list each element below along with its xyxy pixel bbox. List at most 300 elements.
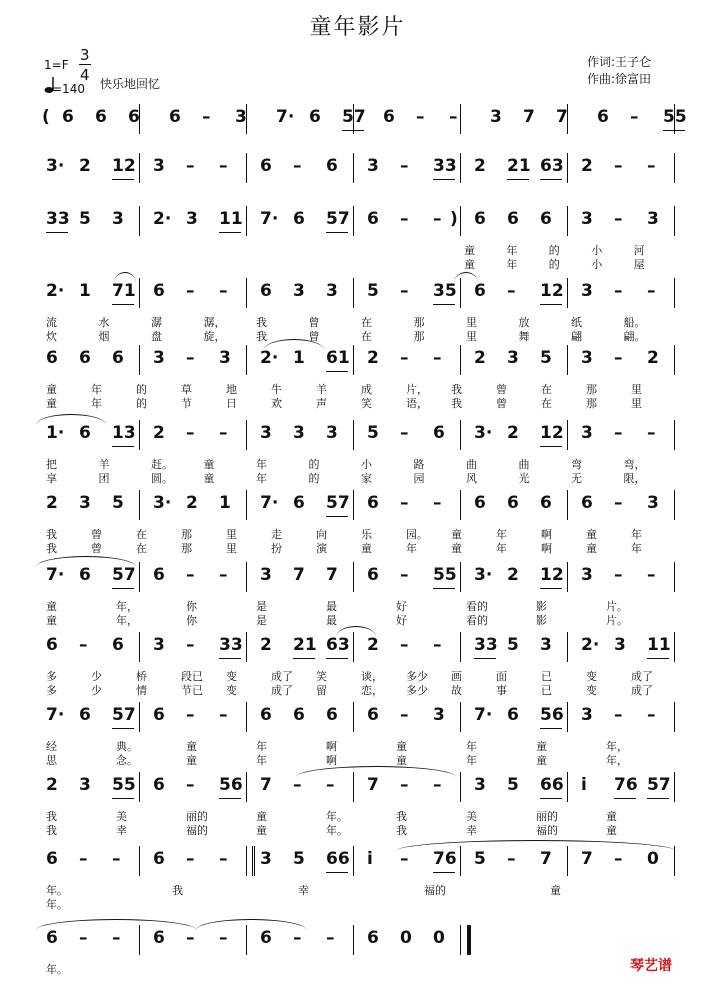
barline xyxy=(353,846,354,876)
note: 6 xyxy=(433,423,445,443)
lyric-word: 童 xyxy=(396,754,407,767)
note: – xyxy=(186,156,195,176)
lyric-word: 情 xyxy=(136,684,147,697)
note: 6 xyxy=(153,565,165,585)
lyric-word: 家 xyxy=(361,472,372,485)
note: 6 xyxy=(507,493,519,513)
note: 3 xyxy=(581,423,593,443)
lyric-word: 幸 xyxy=(116,824,127,837)
lyric-word: 童 xyxy=(46,600,57,613)
lyric-word: 啊 xyxy=(541,542,552,555)
note: 5 xyxy=(507,635,519,655)
lyric-word: 恋， xyxy=(361,684,383,697)
note: 2 xyxy=(474,156,486,176)
note: 3 xyxy=(219,348,231,368)
lyric-word: 多 xyxy=(46,670,57,683)
barline xyxy=(139,632,140,662)
note: 63 xyxy=(326,635,350,655)
note: – xyxy=(293,156,302,176)
lyric-word: 里 xyxy=(226,542,237,555)
note: – xyxy=(400,775,409,795)
barline xyxy=(674,153,675,183)
note: – xyxy=(219,281,228,301)
lyricist-credit: 作词:王子仑 xyxy=(587,55,652,69)
note: 3 xyxy=(79,775,91,795)
lyric-word: 光 xyxy=(518,472,530,485)
lyric-word: 故 xyxy=(451,684,462,697)
lyric-word: 船。 xyxy=(623,316,646,329)
barline xyxy=(460,632,461,662)
lyric-word: 年 xyxy=(496,528,507,541)
lyric-word: 曾 xyxy=(496,397,507,410)
note: 6 xyxy=(540,493,552,513)
note: – xyxy=(400,156,409,176)
lyric-word: 年 xyxy=(466,754,477,767)
score-row xyxy=(36,206,686,276)
lyric-word: 面 xyxy=(496,670,507,683)
note: – xyxy=(400,493,409,513)
lyric-word: 我 xyxy=(451,397,462,410)
lyric-word: 那 xyxy=(586,383,597,396)
note: – xyxy=(614,209,623,229)
barline xyxy=(674,278,675,308)
lyric-word: 笑 xyxy=(316,670,327,683)
lyric-word: 变 xyxy=(226,684,237,697)
beam-underline xyxy=(219,232,241,233)
note: 6 xyxy=(79,348,91,368)
note: – xyxy=(647,705,656,725)
note: – xyxy=(647,156,656,176)
note: 71 xyxy=(112,281,136,301)
lyric-word: 赶。 xyxy=(151,458,173,471)
note: 6 xyxy=(79,423,91,443)
beam-underline xyxy=(540,304,562,305)
barline xyxy=(246,153,247,183)
lyric-word: 是 xyxy=(256,614,267,627)
lyric-word: 在 xyxy=(541,397,552,410)
note: 33 xyxy=(474,635,498,655)
lyric-word: 童 xyxy=(203,472,215,485)
lyric-word: 年 xyxy=(631,542,642,555)
note: 76 xyxy=(614,775,638,795)
note: 33 xyxy=(219,635,243,655)
beam-underline xyxy=(614,798,636,799)
lyric-word: 风 xyxy=(466,472,477,485)
barline xyxy=(353,925,354,955)
note: – xyxy=(400,348,409,368)
note: ) xyxy=(450,209,458,229)
lyric-word: 童 xyxy=(451,542,462,555)
lyric-word: 里 xyxy=(466,330,477,343)
note: 3 xyxy=(153,348,165,368)
note: – xyxy=(507,281,516,301)
note: 5 xyxy=(367,423,379,443)
barline xyxy=(246,632,247,662)
note: – xyxy=(433,348,442,368)
lyric-word: 童 xyxy=(586,542,597,555)
lyric-word: 屋 xyxy=(633,258,645,271)
note: 3 xyxy=(540,635,552,655)
barline xyxy=(353,490,354,520)
note: 2· xyxy=(581,635,600,655)
note: 57 xyxy=(112,705,136,725)
note: 2 xyxy=(367,635,379,655)
barline xyxy=(460,345,461,375)
lyric-word: 乐 xyxy=(361,528,372,541)
note: 6 xyxy=(293,209,305,229)
note: 2 xyxy=(186,493,198,513)
note: 3 xyxy=(581,348,593,368)
note: 6 xyxy=(153,849,165,869)
note: 7· xyxy=(474,705,493,725)
barline xyxy=(139,206,140,236)
lyric-word: 年， xyxy=(606,754,628,767)
note: 6 xyxy=(260,281,272,301)
lyric-word: 多少 xyxy=(406,670,428,683)
time-signature-denominator: 4 xyxy=(80,66,90,84)
lyric-word: 段已 xyxy=(181,670,203,683)
lyric-word: 小 xyxy=(361,458,372,471)
score-row xyxy=(36,772,686,842)
lyric-word: 童 xyxy=(606,810,617,823)
note: 33 xyxy=(46,209,70,229)
beam-underline xyxy=(507,179,529,180)
note: – xyxy=(186,348,195,368)
expression-mark: 快乐地回忆 xyxy=(100,77,161,91)
barline xyxy=(674,632,675,662)
lyric-word: 曾 xyxy=(308,316,320,329)
note: – xyxy=(186,423,195,443)
note: 12 xyxy=(540,281,564,301)
lyric-word: 的 xyxy=(548,258,560,271)
score-row xyxy=(36,846,686,916)
note: 7 xyxy=(581,849,593,869)
score-row xyxy=(36,925,686,987)
note: – xyxy=(219,849,228,869)
lyric-word: 美 xyxy=(116,810,127,823)
note: – xyxy=(400,281,409,301)
note: 3 xyxy=(153,156,165,176)
lyric-word: 啊 xyxy=(326,754,337,767)
lyric-word: 童 xyxy=(186,740,197,753)
note: 57 xyxy=(647,775,671,795)
note: 21 xyxy=(293,635,317,655)
barline xyxy=(139,772,140,802)
beam-underline xyxy=(112,728,134,729)
lyric-word: 曲 xyxy=(518,458,530,471)
beam-underline xyxy=(433,304,455,305)
lyric-word: 弯， xyxy=(623,458,646,471)
note: 57 xyxy=(342,107,366,127)
lyric-word: 成了 xyxy=(271,670,293,683)
lyric-word: 变 xyxy=(586,684,597,697)
note: 2 xyxy=(474,348,486,368)
note: 5 xyxy=(540,348,552,368)
note: 1 xyxy=(293,348,305,368)
barline xyxy=(460,420,461,450)
lyric-word: 草 xyxy=(181,383,192,396)
note: – xyxy=(293,928,302,948)
note: 6 xyxy=(153,775,165,795)
lyric-word: 扮 xyxy=(271,542,282,555)
lyric-word: 童 xyxy=(464,258,475,271)
note: – xyxy=(219,705,228,725)
lyric-word: 流 xyxy=(46,316,57,329)
lyric-word: 童 xyxy=(536,740,547,753)
lyric-word: 丽的 xyxy=(186,810,208,823)
lyric-word: 最 xyxy=(326,600,337,613)
lyric-word: 潺 xyxy=(151,316,162,329)
note: – xyxy=(614,348,623,368)
lyric-word: 看的 xyxy=(466,600,488,613)
note: – xyxy=(186,705,195,725)
barline xyxy=(139,490,140,520)
lyric-word: 里 xyxy=(226,528,237,541)
lyric-word: 留 xyxy=(316,684,327,697)
barline xyxy=(567,702,568,732)
note: – xyxy=(186,928,195,948)
note: 56 xyxy=(540,705,564,725)
note: 3 xyxy=(260,565,272,585)
note: 5 xyxy=(507,775,519,795)
note: 56 xyxy=(219,775,243,795)
lyric-word: 年 xyxy=(91,397,102,410)
beam-underline xyxy=(663,130,685,131)
note: 55 xyxy=(663,107,687,127)
note: 2 xyxy=(507,565,519,585)
note: 6 xyxy=(367,565,379,585)
note: – xyxy=(433,635,442,655)
beam-underline xyxy=(326,658,348,659)
note: 6 xyxy=(153,705,165,725)
lyric-word: 年。 xyxy=(326,824,348,837)
note: – xyxy=(202,107,211,127)
lyric-word: 幸 xyxy=(298,884,309,897)
barline xyxy=(353,206,354,236)
note: 2· xyxy=(153,209,172,229)
barline xyxy=(674,562,675,592)
note: 6 xyxy=(95,107,107,127)
note: 0 xyxy=(400,928,412,948)
lyric-word: 福的 xyxy=(186,824,208,837)
note: 3 xyxy=(186,209,198,229)
note: 7 xyxy=(523,107,535,127)
lyric-word: 牛 xyxy=(271,383,282,396)
lyric-word: 童 xyxy=(451,528,462,541)
lyric-word: 我 xyxy=(256,316,267,329)
note: – xyxy=(112,849,121,869)
lyric-word: 啊 xyxy=(541,528,552,541)
lyric-word: 啊 xyxy=(326,740,337,753)
lyric-word: 我 xyxy=(46,542,57,555)
note: – xyxy=(647,565,656,585)
barline xyxy=(139,278,140,308)
note: 35 xyxy=(433,281,457,301)
lyric-word: 童 xyxy=(186,754,197,767)
lyric-word: 曲 xyxy=(466,458,477,471)
note: 3 xyxy=(153,635,165,655)
note: 3 xyxy=(326,423,338,443)
lyric-word: 水 xyxy=(98,316,110,329)
note: i xyxy=(367,849,373,869)
lyric-word: 走 xyxy=(271,528,282,541)
note: 1 xyxy=(219,493,231,513)
lyric-word: 年 xyxy=(496,542,507,555)
note: – xyxy=(186,775,195,795)
barline xyxy=(246,206,247,236)
time-signature-numerator: 3 xyxy=(80,46,90,64)
note: – xyxy=(416,107,425,127)
note: 3 xyxy=(647,209,659,229)
barline xyxy=(460,153,461,183)
barline xyxy=(567,206,568,236)
note: 6 xyxy=(367,705,379,725)
lyric-word: 好 xyxy=(396,600,407,613)
beam-underline xyxy=(433,179,455,180)
lyric-word: 最 xyxy=(326,614,337,627)
note: 11 xyxy=(219,209,243,229)
note: 76 xyxy=(433,849,457,869)
lyric-word: 童 xyxy=(361,542,372,555)
lyric-word: 年 xyxy=(506,244,518,257)
note: 6 xyxy=(128,107,140,127)
note: – xyxy=(614,281,623,301)
lyric-word: 少 xyxy=(91,670,102,683)
lyric-word: 羊 xyxy=(98,458,110,471)
lyric-word: 童 xyxy=(256,824,267,837)
note: 55 xyxy=(433,565,457,585)
lyric-word: 那 xyxy=(413,330,425,343)
note: 3 xyxy=(614,635,626,655)
lyric-word: 的 xyxy=(548,244,560,257)
slur-mark xyxy=(36,919,196,930)
barline xyxy=(246,278,247,308)
barline xyxy=(674,490,675,520)
score-row xyxy=(36,420,686,490)
lyric-word: 年 xyxy=(256,458,267,471)
lyric-word: 路 xyxy=(413,458,425,471)
note: 7 xyxy=(556,107,568,127)
lyric-word: 把 xyxy=(46,458,57,471)
lyric-word: 无 xyxy=(571,472,582,485)
barline xyxy=(674,772,675,802)
lyric-word: 已 xyxy=(541,670,552,683)
note: – xyxy=(400,423,409,443)
lyric-word: 成了 xyxy=(631,670,653,683)
note: – xyxy=(400,635,409,655)
barline xyxy=(353,420,354,450)
lyric-word: 翩。 xyxy=(623,330,646,343)
barline xyxy=(460,772,461,802)
lyric-word: 我 xyxy=(256,330,267,343)
lyric-word: 里 xyxy=(466,316,477,329)
note: – xyxy=(186,281,195,301)
lyric-word: 画 xyxy=(451,670,462,683)
beam-underline xyxy=(112,798,134,799)
note: 3 xyxy=(581,565,593,585)
note: 6 xyxy=(169,107,181,127)
note: 7· xyxy=(46,565,65,585)
barline xyxy=(353,702,354,732)
lyric-word: 里 xyxy=(631,383,642,396)
lyric-word: 我 xyxy=(46,824,57,837)
note: 6 xyxy=(79,565,91,585)
note: 6 xyxy=(326,156,338,176)
note: 6 xyxy=(260,928,272,948)
beam-underline xyxy=(219,658,241,659)
lyric-word: 河 xyxy=(633,244,645,257)
slur-mark xyxy=(196,919,306,930)
note: – xyxy=(326,775,335,795)
note: 6 xyxy=(326,705,338,725)
lyric-word: 影 xyxy=(536,614,547,627)
lyric-word: 我 xyxy=(451,383,462,396)
note: – xyxy=(326,928,335,948)
note: 12 xyxy=(112,156,136,176)
note: – xyxy=(400,209,409,229)
beam-underline xyxy=(474,658,496,659)
lyric-word: 在 xyxy=(361,330,372,343)
note: ( xyxy=(42,107,50,127)
lyric-word: 童 xyxy=(46,383,57,396)
lyric-word: 你 xyxy=(186,614,197,627)
lyric-word: 舞 xyxy=(518,330,530,343)
barline xyxy=(567,420,568,450)
barline xyxy=(353,278,354,308)
lyric-word: 年 xyxy=(466,740,477,753)
repeat-barline xyxy=(252,846,258,876)
lyric-word: 童 xyxy=(550,884,561,897)
lyric-word: 好 xyxy=(396,614,407,627)
barline xyxy=(567,632,568,662)
lyric-word: 向 xyxy=(316,528,327,541)
score-row xyxy=(36,490,686,560)
note: 5 xyxy=(112,493,124,513)
note: 6 xyxy=(293,705,305,725)
lyric-word: 那 xyxy=(181,528,192,541)
barline xyxy=(139,702,140,732)
note: 6 xyxy=(79,705,91,725)
note: 6 xyxy=(507,705,519,725)
lyric-word: 年 xyxy=(406,542,417,555)
note: 0 xyxy=(647,849,659,869)
note: 66 xyxy=(326,849,350,869)
beam-underline xyxy=(540,179,562,180)
note: – xyxy=(186,849,195,869)
note: 3 xyxy=(367,156,379,176)
beam-underline xyxy=(326,516,348,517)
note: – xyxy=(219,928,228,948)
lyric-word: 童 xyxy=(606,824,617,837)
note: 7· xyxy=(260,493,279,513)
barline xyxy=(139,562,140,592)
lyric-word: 日 xyxy=(226,397,237,410)
barline xyxy=(567,490,568,520)
lyric-word: 童 xyxy=(256,810,267,823)
lyric-word: 烟 xyxy=(98,330,110,343)
note: 5 xyxy=(293,849,305,869)
note: – xyxy=(614,849,623,869)
note: – xyxy=(614,705,623,725)
note: 5 xyxy=(367,281,379,301)
note: 1 xyxy=(79,281,91,301)
lyric-word: 我 xyxy=(46,528,57,541)
note: 3 xyxy=(79,493,91,513)
note: 6 xyxy=(46,849,58,869)
note: i xyxy=(581,775,587,795)
barline xyxy=(674,345,675,375)
lyric-word: 放 xyxy=(518,316,530,329)
